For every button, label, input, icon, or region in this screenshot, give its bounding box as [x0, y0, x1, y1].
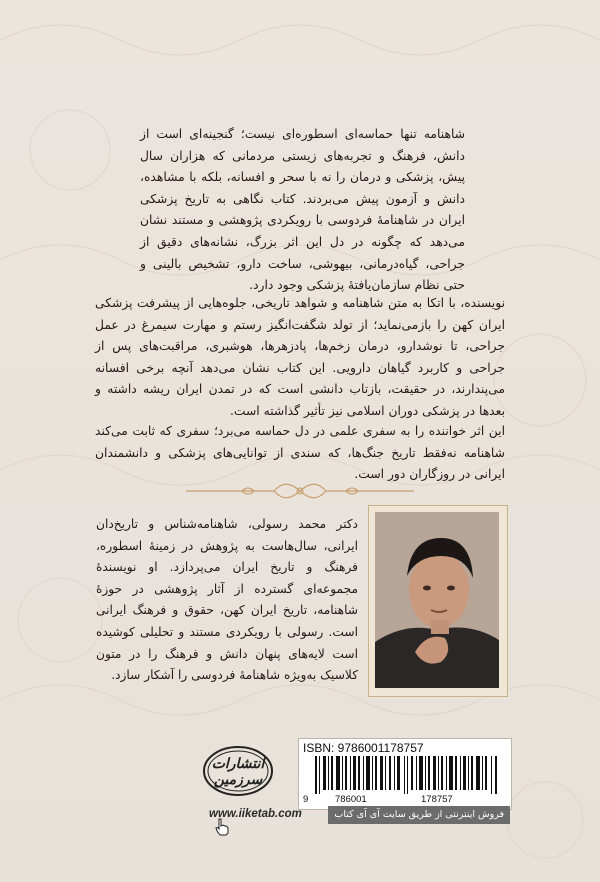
- website-note: فروش اینترنتی از طریق سایت آی آی کتاب: [328, 806, 510, 824]
- paragraph-conclusion: این اثر خواننده را به سفری علمی در دل حماسه می‌برد؛ سفری که ثابت می‌کند شاهنامه نه‌فقط تاریخ جنگ‌ها، که سندی از توانایی‌های پزشکی و دانشمندان ایرانی در روزگاران دور است.: [95, 424, 505, 482]
- hand-cursor-icon: [214, 818, 230, 836]
- author-photo-frame: [368, 505, 508, 697]
- barcode-digit-first: 9: [303, 794, 309, 805]
- floral-ornament-icon: [182, 480, 418, 502]
- author-photo: [375, 512, 499, 688]
- paragraph-intro: شاهنامه تنها حماسه‌ای اسطوره‌ای نیست؛ گنجینه‌ای است از دانش، فرهنگ و تجربه‌های زیستی مردمانی که هزاران سال پیش، پزشکی و درمان را نه با سحر و افسانه، بلکه با مشاهده، دانش و آزمون پیش می‌بردند. کتاب نگاهی به تاریخ پزشکی ایران در شاهنامهٔ فردوسی با رویکردی پژوهشی و مستند نشان می‌دهد که چگونه در دل این اثر بزرگ، نشانه‌های دقیق از جراحی، گیاه‌درمانی، بیهوشی، ساخت دارو، تشخیص بالینی و حتی نظام سازمان‌یافتهٔ پزشکی وجود دارد.: [140, 127, 465, 293]
- barcode-digits-right: 178757: [421, 794, 453, 805]
- paragraph-body: نویسنده، با اتکا به متن شاهنامه و شواهد تاریخی، جلوه‌هایی از پیشرفت پزشکی ایران کهن را بازمی‌نماید؛ از تولد شگفت‌انگیز رستم و مهارت سیمرغ در عمل جراحی، تا نوشدارو، درمان زخم‌ها، پادزهرها، هوشبری، مراقبت‌های پس از جراحی و کاربرد گیاهان دارویی. این کتاب نشان می‌دهد آنچه برخی افسانه می‌پندارند، در حقیقت، بازتاب دانشی است که در تمدن ایران ریشه داشته و بعدها در پزشکی دوران اسلامی نیز تأثیر گذاشته است.: [95, 296, 505, 418]
- isbn-label: ISBN: 9786001178757: [303, 741, 424, 755]
- website-row: [205, 806, 510, 826]
- author-bio: دکتر محمد رسولی، شاهنامه‌شناس و تاریخ‌دان ایرانی، سال‌هاست به پژوهش در زمینهٔ اسطوره، فرهنگ و تاریخ ایران می‌پردازد. او نویسندهٔ مجموعه‌ای گسترده از آثار پژوهشی در حوزهٔ شاهنامه، تاریخ ایران کهن، حقوق و فرهنگ ایرانی است. رسولی با رویکردی مستند و تحلیلی کوشیده است لایه‌های پنهان دانش و فرهنگ را در متون کلاسیک به‌ویژه شاهنامهٔ فردوسی را آشکار سازد.: [96, 517, 358, 683]
- publisher-logo: [202, 745, 274, 797]
- barcode: [313, 756, 499, 794]
- barcode-digits-left: 786001: [335, 794, 367, 805]
- isbn-barcode-box: [298, 738, 512, 810]
- website-url[interactable]: www.iiketab.com: [209, 808, 302, 820]
- publisher-logo-text: انتشارات سرزمین: [211, 756, 265, 788]
